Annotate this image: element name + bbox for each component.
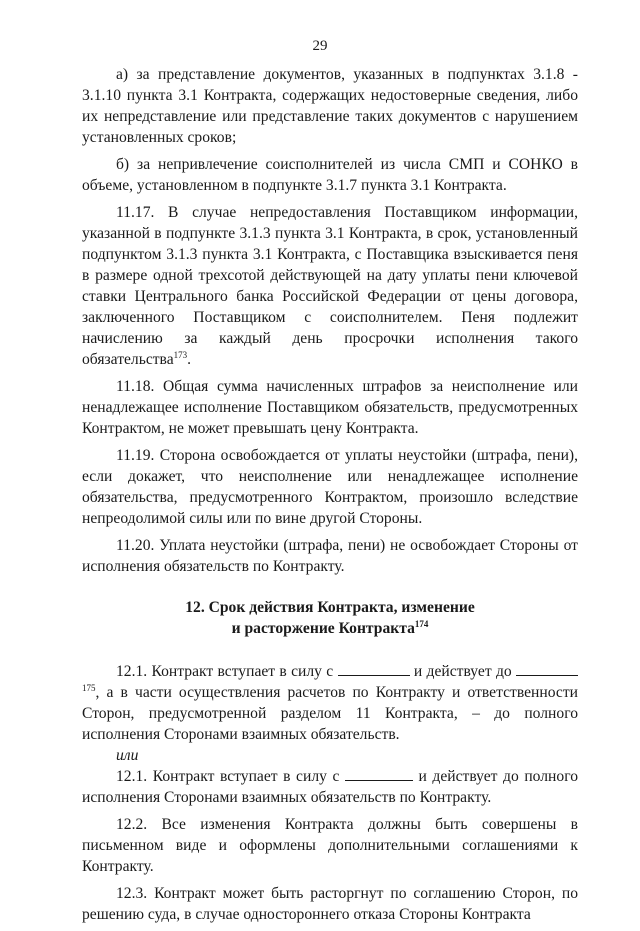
clause-12-1-variant-a <box>82 661 578 745</box>
clause-12-2: 12.2. Все изменения Контракта должны быть совершены в письменном виде и оформлены дополнительными соглашениями к Контракту. <box>82 816 578 875</box>
clause-12-1a-part1: 12.1. Контракт вступает в силу с <box>116 663 338 680</box>
clause-12-1a-part2: и действует до <box>409 663 517 680</box>
or-label: или <box>116 747 139 764</box>
clause-11-17-text: 11.17. В случае непредоставления Поставщиком информации, указанной в подпункте 3.1.3 пункта 3.1 Контракта, в срок, установленный подпунктом 3.1.3 пункта 3.1 Контракта, с Поставщика взыскивается пеня в размере одной трехсотой действующей на дату уплаты пени ключевой ставки Центрального банка Российской Федерации от цены договора, заключенного Поставщиком с соисполнителем. Пеня подлежит начислению за каждый день просрочки исполнения такого обязательства <box>82 204 578 368</box>
clause-12-1b-part1: 12.1. Контракт вступает в силу с <box>116 768 345 785</box>
footnote-ref-174: 174 <box>414 618 429 629</box>
footnote-ref-173: 173 <box>173 349 188 360</box>
clause-11-19: 11.19. Сторона освобождается от уплаты неустойки (штрафа, пени), если докажет, что неисполнение или ненадлежащее исполнение обязательства, предусмотренного Контрактом, произошло вследствие непреодолимой силы или по вине другой Стороны. <box>82 447 578 527</box>
paragraph-b: б) за непривлечение соисполнителей из числа СМП и СОНКО в объеме, установленном в подпункте 3.1.7 пункта 3.1 Контракта. <box>82 156 578 194</box>
clause-11-17-tail: . <box>187 351 192 368</box>
clause-11-20: 11.20. Уплата неустойки (штрафа, пени) не освобождает Стороны от исполнения обязательств по Контракту. <box>82 537 578 575</box>
clause-11-18: 11.18. Общая сумма начисленных штрафов за неисполнение или ненадлежащее исполнение Поставщиком обязательств, предусмотренных Контрактом, не может превышать цену Контракта. <box>82 378 578 437</box>
section-heading-line2-wrap <box>82 618 578 639</box>
paragraph-a: а) за представление документов, указанных в подпунктах 3.1.8 - 3.1.10 пункта 3.1 Контракта, содержащих недостоверные сведения, либо их непредставление или представление таких документов с нарушением установленных сроков; <box>82 66 578 146</box>
page-number: 29 <box>312 38 328 54</box>
date-blank-start <box>338 662 410 676</box>
section-heading-line1: 12. Срок действия Контракта, изменение <box>185 599 475 616</box>
clause-12-1b-part2: и действует до полного исполнения Сторонами взаимных обязательств по Контракту. <box>82 768 578 806</box>
section-heading-line2: и расторжение Контракта <box>231 620 415 637</box>
clause-12-1-variant-b <box>82 766 578 808</box>
date-blank-end <box>516 662 578 676</box>
date-blank-start-b <box>345 767 413 781</box>
clause-12-3: 12.3. Контракт может быть расторгнут по соглашению Сторон, по решению суда, в случае одностороннего отказа Стороны Контракта <box>82 885 578 923</box>
clause-11-17 <box>82 202 578 370</box>
footnote-ref-175: 175 <box>82 682 96 693</box>
section-heading <box>82 597 578 639</box>
clause-12-1a-part3: , а в части осуществления расчетов по Контракту и ответственности Сторон, предусмотренной разделом 11 Контракта, – до полного исполнения Сторонами взаимных обязательств. <box>82 684 578 743</box>
document-body <box>82 64 578 931</box>
